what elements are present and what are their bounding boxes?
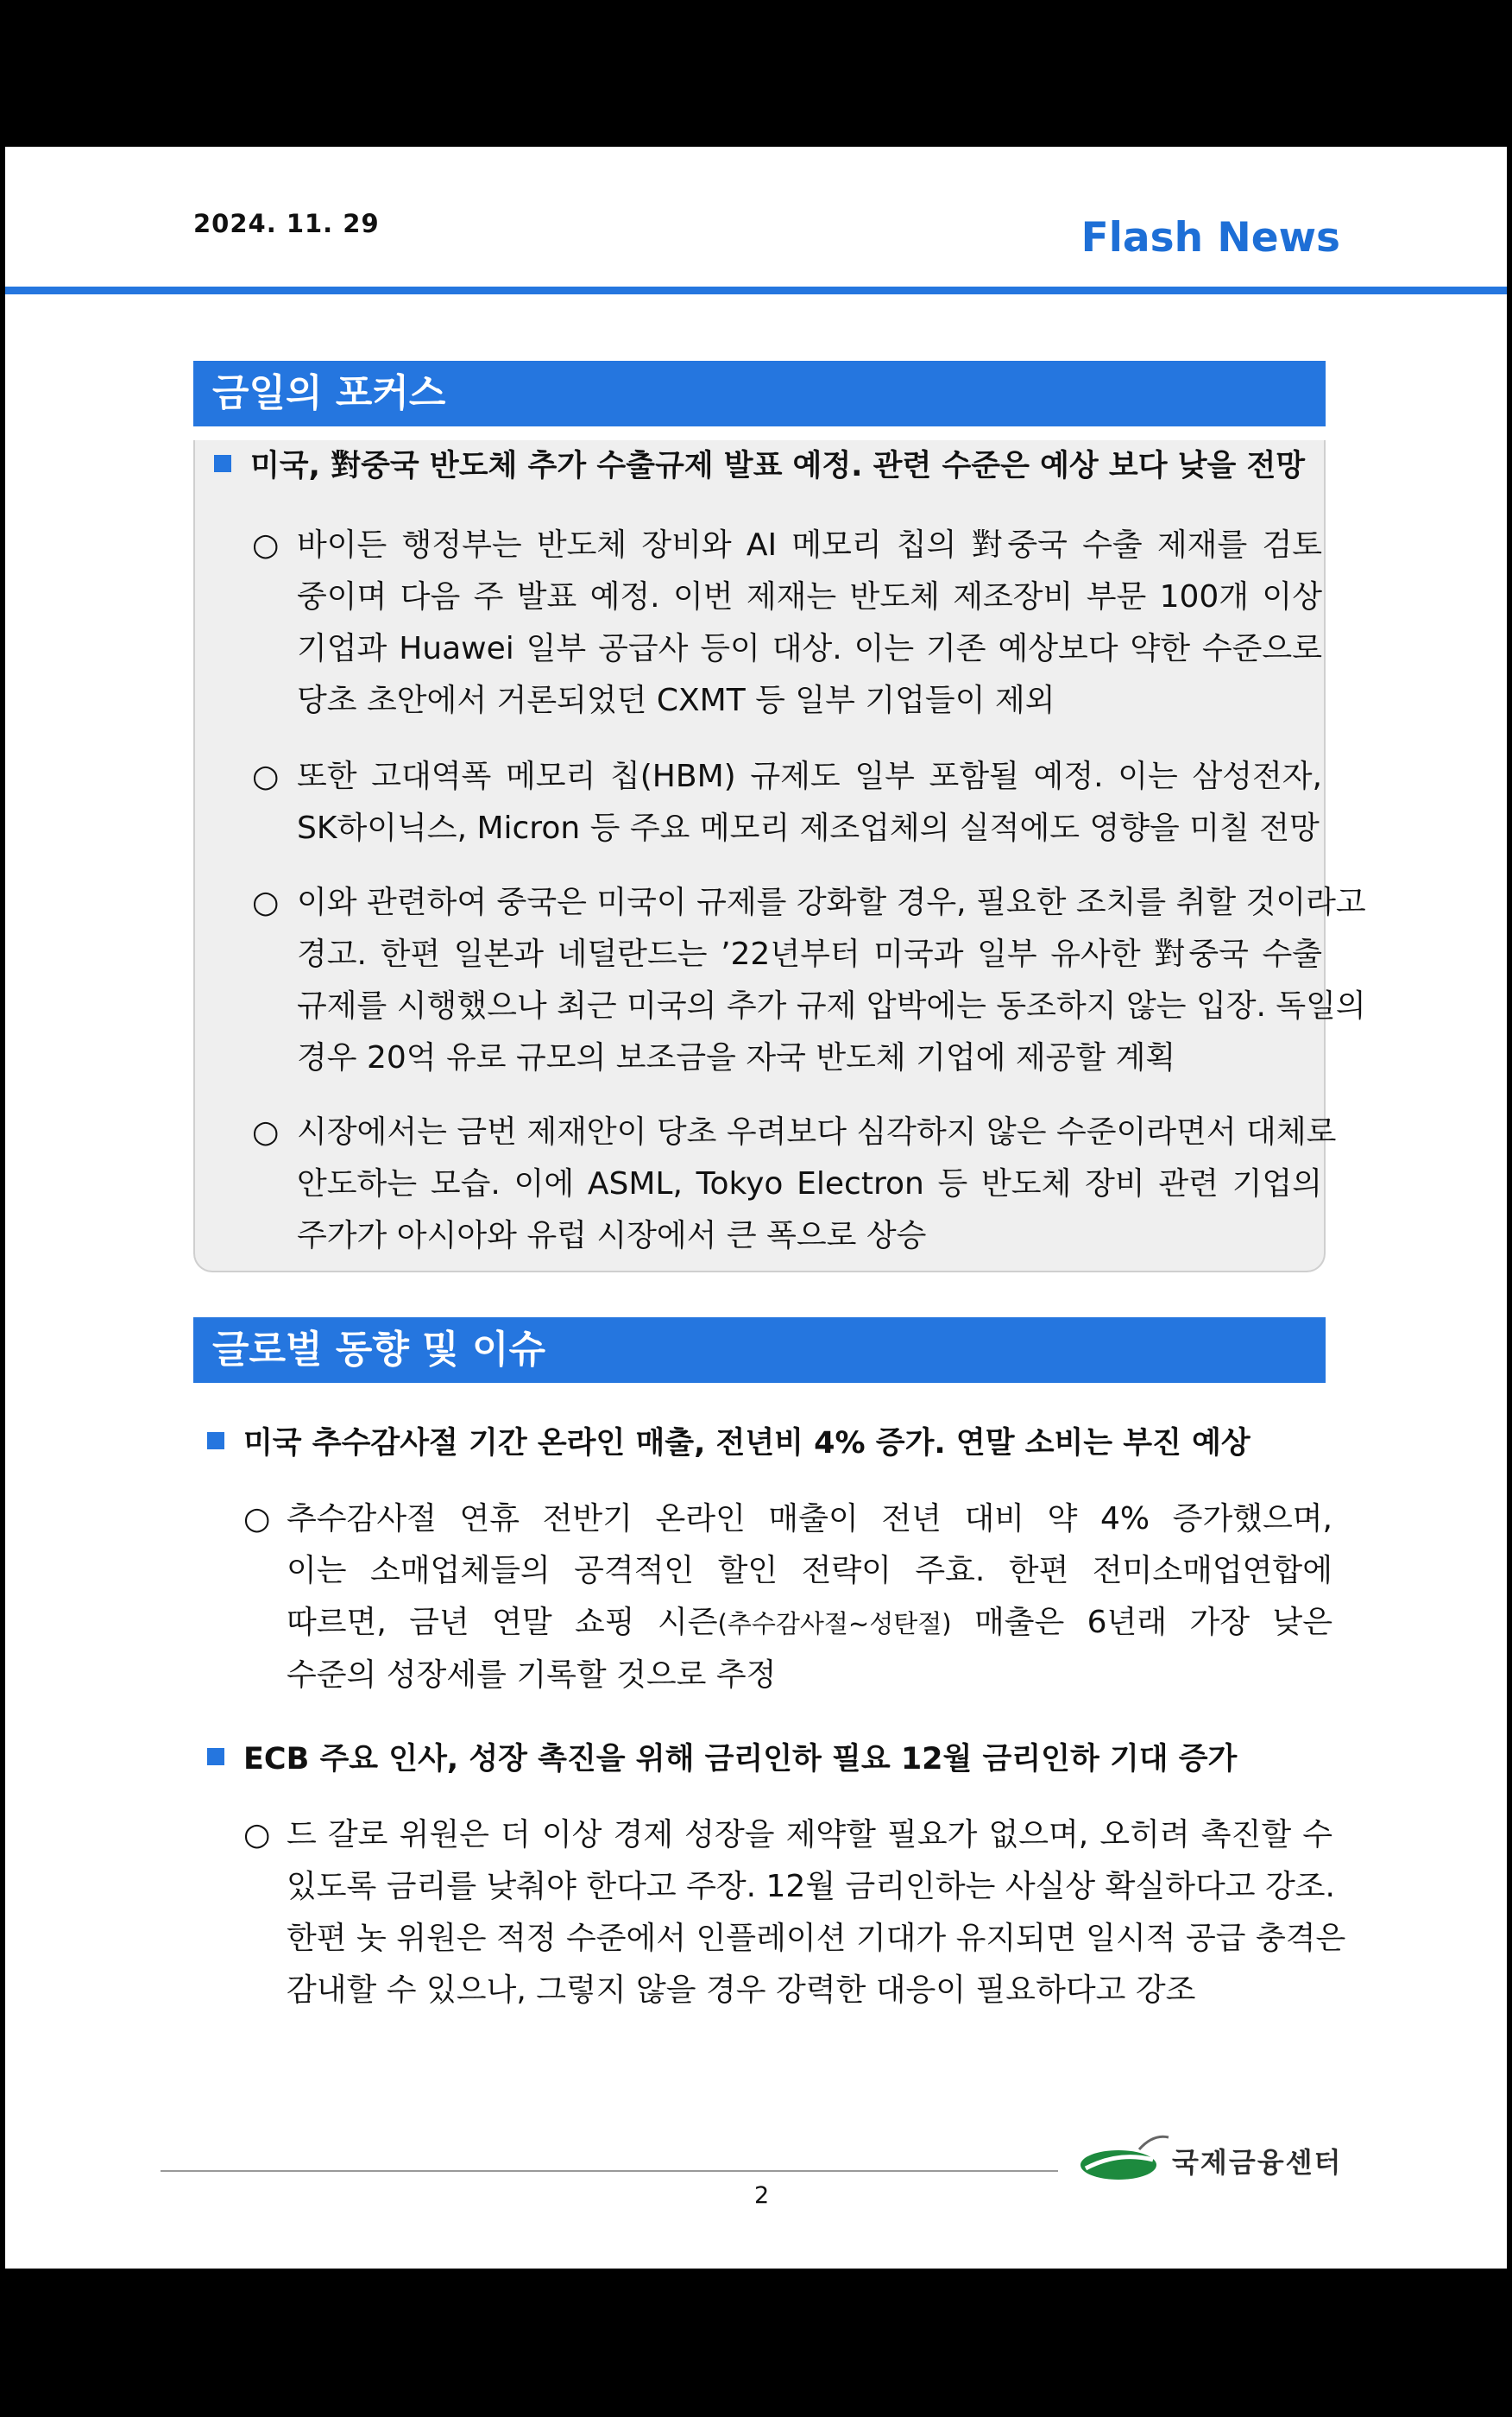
circle-bullet-icon: ○: [252, 1114, 280, 1150]
focus-paragraph: [252, 877, 1366, 1084]
paragraph-line: 수준의 성장세를 기록할 것으로 추정: [287, 1657, 777, 1693]
circle-bullet-icon: ○: [252, 885, 280, 920]
global-headline-2: [207, 1735, 1237, 1778]
global-paragraph: [243, 1809, 1346, 2016]
focus-headline: [214, 442, 1305, 485]
square-bullet-icon: [214, 455, 231, 472]
paragraph-line: 바이든 행정부는 반도체 장비와 AI 메모리 칩의 對중국 수출 제재를 검토: [297, 527, 1322, 563]
paragraph-line: [287, 1597, 1332, 1650]
circle-bullet-icon: ○: [252, 527, 280, 563]
paragraph-line: 이는 소매업체들의 공격적인 할인 전략이 주효. 한편 전미소매업연합에: [287, 1553, 1332, 1588]
org-name: 국제금융센터: [1172, 2146, 1343, 2179]
global-headline-1: [207, 1419, 1251, 1462]
focus-headline-text: 미국, 對중국 반도체 추가 수출규제 발표 예정. 관련 수준은 예상 보다 낮을 전망: [250, 449, 1306, 483]
document-page: [5, 147, 1507, 2269]
footer-rule: [161, 2170, 1058, 2172]
focus-paragraph: [252, 520, 1322, 727]
header-rule: [5, 287, 1507, 294]
paragraph-line: 한편 놋 위원은 적정 수준에서 인플레이션 기대가 유지되면 일시적 공급 충격은: [287, 1921, 1346, 1956]
circle-bullet-icon: ○: [243, 1501, 271, 1537]
focus-paragraph: [252, 1107, 1337, 1262]
focus-paragraph: [252, 751, 1322, 855]
paragraph-line: 감내할 수 있으나, 그렇지 않을 경우 강력한 대응이 필요하다고 강조: [287, 1972, 1196, 2008]
paragraph-line: SK하이닉스, Micron 등 주요 메모리 제조업체의 실적에도 영향을 미칠 전망: [297, 811, 1320, 846]
section-title-focus: 금일의 포커스: [193, 361, 1326, 426]
brand-title: Flash News: [1080, 214, 1340, 262]
paragraph-line: 규제를 시행했으나 최근 미국의 추가 규제 압박에는 동조하지 않는 입장. 독일의: [297, 988, 1366, 1024]
paragraph-line: 당초 초안에서 거론되었던 CXMT 등 일부 기업들이 제외: [297, 683, 1055, 718]
paragraph-line: 또한 고대역폭 메모리 칩(HBM) 규제도 일부 포함될 예정. 이는 삼성전자,: [297, 759, 1322, 794]
paragraph-line: 기업과 Huawei 일부 공급사 등이 대상. 이는 기존 예상보다 약한 수준으로: [297, 631, 1322, 666]
global-headline-text: 미국 추수감사절 기간 온라인 매출, 전년비 4% 증가. 연말 소비는 부진 예상: [243, 1426, 1251, 1461]
line-text: 매출은 6년래 가장 낮은: [951, 1605, 1332, 1640]
global-headline-text: ECB 주요 인사, 성장 촉진을 위해 금리인하 필요 12월 금리인하 기대 증가: [243, 1742, 1238, 1776]
paragraph-line: 시장에서는 금번 제재안이 당초 우려보다 심각하지 않은 수준이라면서 대체로: [297, 1114, 1337, 1150]
circle-bullet-icon: ○: [243, 1817, 271, 1852]
paragraph-line: 주가가 아시아와 유럽 시장에서 큰 폭으로 상승: [297, 1218, 927, 1253]
paragraph-line: 드 갈로 위원은 더 이상 경제 성장을 제약할 필요가 없으며, 오히려 촉진할 수: [287, 1817, 1332, 1852]
global-paragraph: [243, 1493, 1332, 1701]
report-date: 2024. 11. 29: [193, 209, 380, 238]
kcif-logo-icon: [1079, 2130, 1179, 2184]
section-title-global: 글로벌 동향 및 이슈: [193, 1317, 1326, 1383]
circle-bullet-icon: ○: [252, 759, 280, 794]
line-text-small: (추수감사절~성탄절): [717, 1609, 952, 1638]
paragraph-line: 경고. 한편 일본과 네덜란드는 ’22년부터 미국과 일부 유사한 對중국 수출: [297, 937, 1322, 972]
paragraph-line: 경우 20억 유로 규모의 보조금을 자국 반도체 기업에 제공할 계획: [297, 1040, 1176, 1076]
square-bullet-icon: [207, 1432, 224, 1449]
paragraph-line: 중이며 다음 주 발표 예정. 이번 제재는 반도체 제조장비 부문 100개 이상: [297, 579, 1322, 615]
square-bullet-icon: [207, 1748, 224, 1765]
line-text: 따르면, 금년 연말 쇼핑 시즌: [287, 1605, 718, 1640]
paragraph-line: 안도하는 모습. 이에 ASML, Tokyo Electron 등 반도체 장비 관련 기업의: [297, 1166, 1322, 1202]
paragraph-line: 추수감사절 연휴 전반기 온라인 매출이 전년 대비 약 4% 증가했으며,: [287, 1501, 1332, 1537]
page-number: 2: [754, 2182, 770, 2209]
paragraph-line: 있도록 금리를 낮춰야 한다고 주장. 12월 금리인하는 사실상 확실하다고 강조.: [287, 1869, 1335, 1904]
paragraph-line: 이와 관련하여 중국은 미국이 규제를 강화할 경우, 필요한 조치를 취할 것이라고: [297, 885, 1366, 920]
